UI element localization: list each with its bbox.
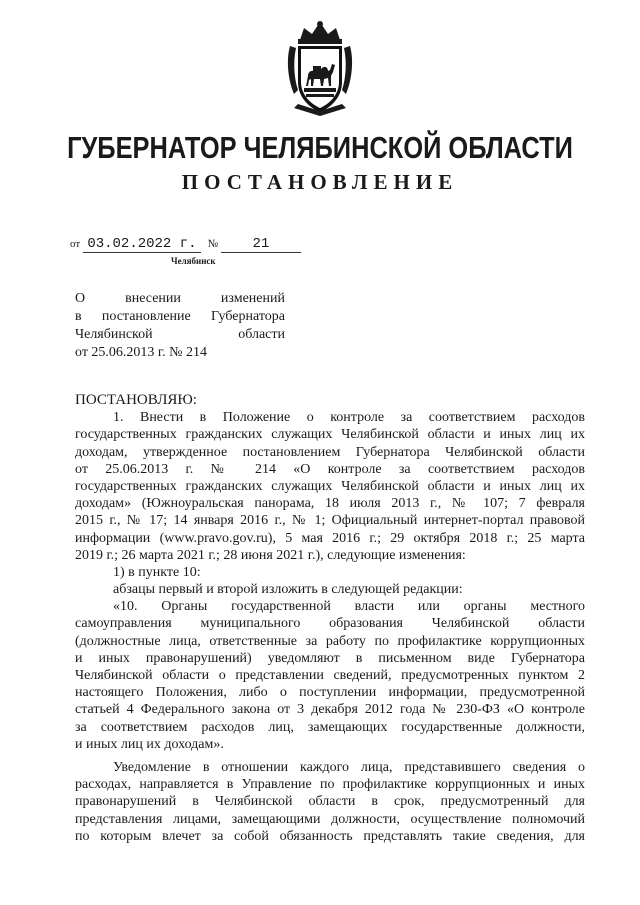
- document-body: [75, 392, 585, 845]
- body-line: 2019 г.; 26 марта 2021 г.; 28 июня 2021 г.), следующие изменения:: [75, 547, 466, 563]
- body-line: статьей 4 Федерального закона от 3 декабря 2012 года № 230-ФЗ «О контроле: [75, 702, 585, 718]
- resolution-heading: ПОСТАНОВЛЯЮ:: [75, 392, 197, 408]
- body-line: правонарушений в Челябинской области в срок, предусмотренный для: [75, 794, 585, 810]
- body-line: 2015 г., № 17; 14 января 2016 г., № 1; Официальный интернет-портал правовой: [75, 513, 585, 529]
- body-line: 1) в пункте 10:: [113, 564, 201, 580]
- body-line: от 25.06.2013 г. № 214 «О контроле за соответствием расходов: [75, 461, 585, 477]
- body-line: представления лицами, замещающими должности, осуществление полномочий: [75, 811, 585, 827]
- body-line: 1. Внести в Положение о контроле за соответствием расходов: [113, 410, 585, 426]
- body-line: по которым влечет за собой обязанность представлять такие сведения, для: [75, 828, 585, 844]
- body-line: «10. Органы государственной власти или органы местного: [113, 599, 585, 615]
- body-line: за соответствием расходов лиц, замещающих государственные должности,: [75, 719, 585, 735]
- body-line: (должностные лица, ответственные за работу по профилактике коррупционных: [75, 633, 585, 649]
- document-meta: [70, 237, 301, 253]
- body-line: Уведомление в отношении каждого лица, представившего сведения о: [113, 759, 585, 775]
- document-number: 21: [221, 237, 301, 253]
- subject-line: от 25.06.2013 г. № 214: [75, 345, 207, 360]
- body-line: государственных гражданских служащих Челябинской области и иных лиц их: [75, 478, 585, 494]
- document-date: 03.02.2022 г.: [83, 237, 201, 253]
- body-line: настоящего Положения, либо о поступлении информации, предусмотренной: [75, 685, 585, 701]
- body-line: самоуправления муниципального образования Челябинской области: [75, 616, 585, 632]
- place-of-issue: Челябинск: [171, 256, 216, 266]
- body-line: абзацы первый и второй изложить в следующей редакции:: [113, 582, 463, 598]
- subject-line: О внесении изменений: [75, 291, 285, 306]
- body-line: доходам, утвержденное постановлением Губернатора Челябинской области: [75, 444, 585, 460]
- document-subject: [75, 290, 285, 362]
- number-label: №: [207, 238, 219, 250]
- document-type: ПОСТАНОВЛЕНИЕ: [181, 170, 459, 194]
- body-line: и иных правонарушений) уведомляют в письменном виде Губернатора: [75, 650, 585, 666]
- issuing-authority: ГУБЕРНАТОР ЧЕЛЯБИНСКОЙ ОБЛАСТИ: [67, 130, 573, 165]
- body-line: Челябинской области о представлении сведений, предусмотренных пунктом 2: [75, 668, 585, 683]
- subject-line: в постановление Губернатора: [75, 309, 285, 324]
- date-label: от: [70, 238, 81, 250]
- body-line: расходах, направляется в Управление по профилактике коррупционных и иных: [75, 777, 585, 793]
- body-line: доходам» (Южноуральская панорама, 18 июля 2013 г., № 107; 7 февраля: [75, 496, 585, 512]
- body-line: информации (www.pravo.gov.ru), 5 мая 2016 г.; 29 октября 2018 г.; 25 марта: [75, 530, 585, 546]
- body-line: и иных лиц их доходам».: [75, 736, 224, 752]
- coat-of-arms-icon: [284, 20, 356, 118]
- subject-line: Челябинской области: [75, 327, 285, 342]
- body-line: государственных гражданских служащих Челябинской области и иных лиц их: [75, 427, 585, 443]
